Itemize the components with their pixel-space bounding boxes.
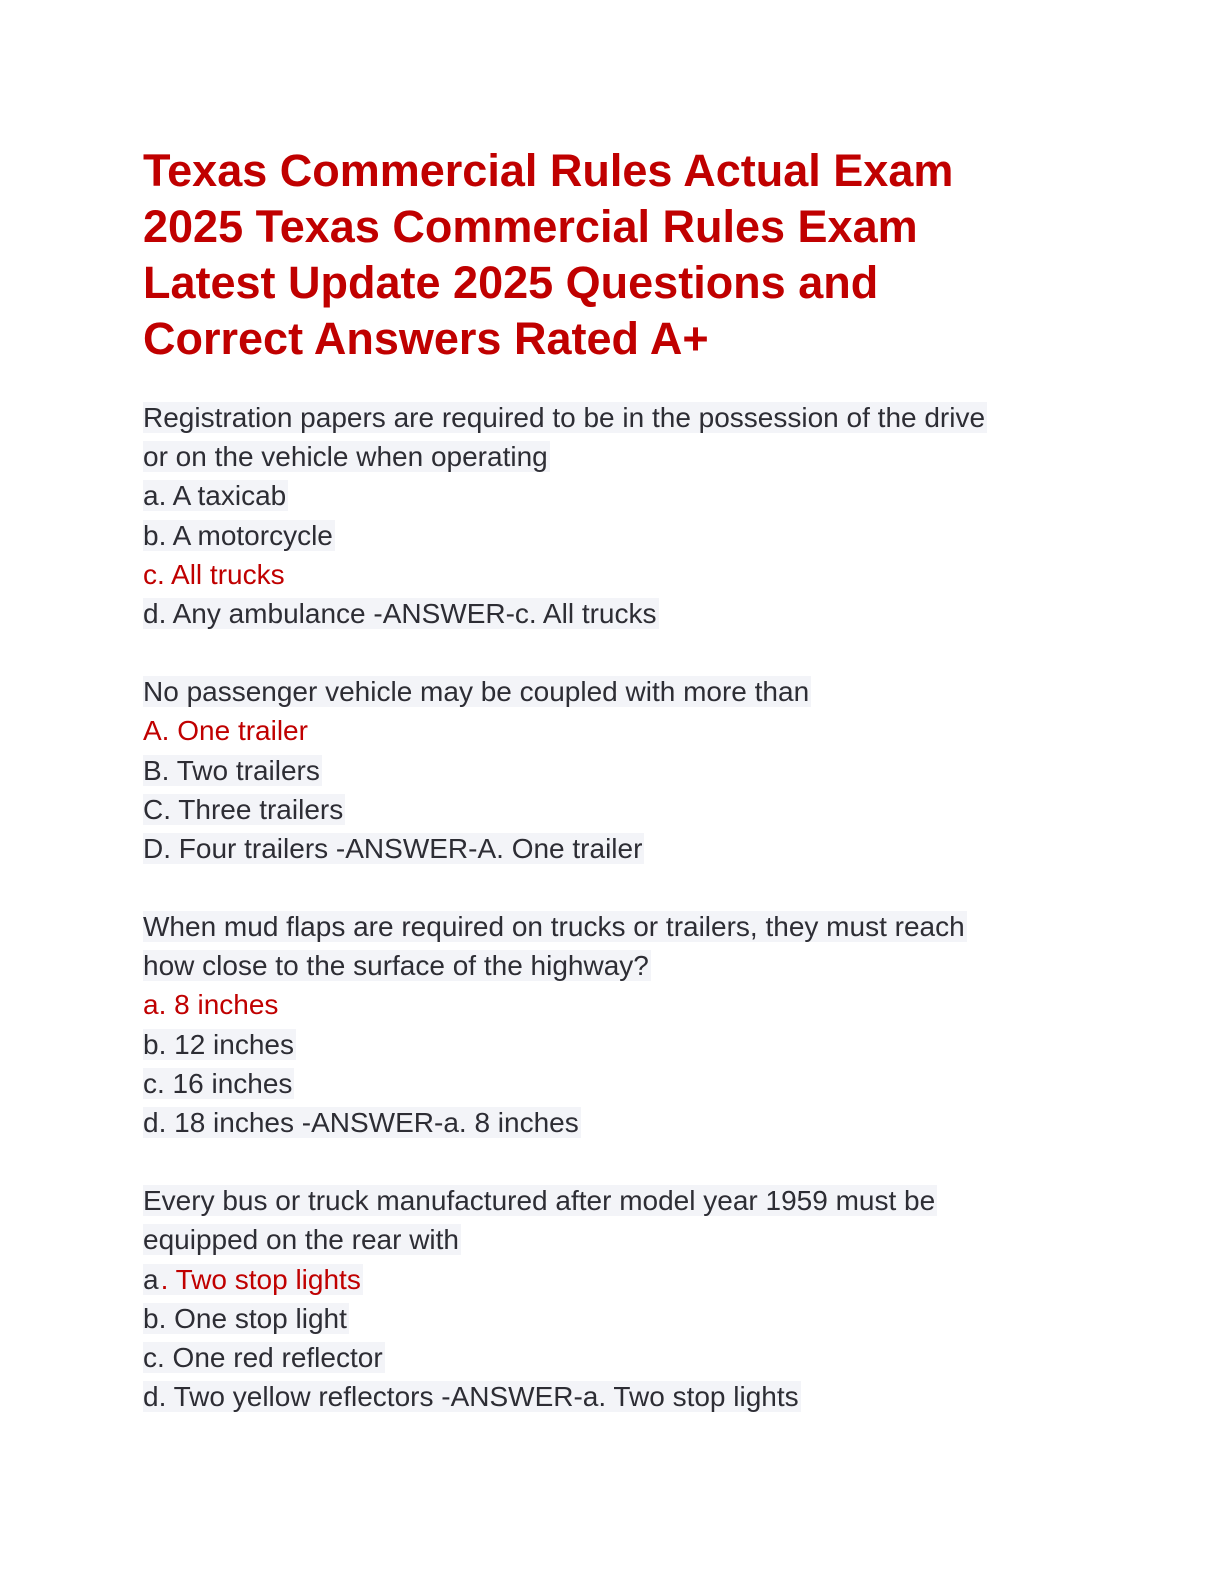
answer-option xyxy=(143,476,1143,515)
question-text: No passenger vehicle may be coupled with more than xyxy=(143,676,810,708)
correct-option-text: A. One trailer xyxy=(143,715,308,747)
option-text-with-answer: d. 18 inches -ANSWER-a. 8 inches xyxy=(143,1107,579,1138)
question-block xyxy=(143,1181,1143,1416)
correct-option-text: c. All trucks xyxy=(143,558,285,590)
title-line: Texas Commercial Rules Actual Exam xyxy=(143,145,954,196)
question-text-line xyxy=(143,946,1143,985)
answer-option xyxy=(143,516,1143,555)
title-line: 2025 Texas Commercial Rules Exam xyxy=(143,201,918,252)
question-text: how close to the surface of the highway? xyxy=(143,950,649,982)
option-text: C. Three trailers xyxy=(143,793,344,825)
title-line: Correct Answers Rated A+ xyxy=(143,313,709,364)
question-text-line xyxy=(143,672,1143,711)
answer-option-correct xyxy=(143,555,1143,594)
answer-option xyxy=(143,1064,1143,1103)
question-text: Every bus or truck manufactured after model year 1959 must be xyxy=(143,1185,936,1217)
answer-option xyxy=(143,1299,1143,1338)
answer-option xyxy=(143,594,1143,633)
option-text: c. One red reflector xyxy=(143,1341,383,1373)
question-text: equipped on the rear with xyxy=(143,1224,459,1256)
answer-option-correct xyxy=(143,1260,1143,1299)
title-line: Latest Update 2025 Questions and xyxy=(143,257,879,308)
answer-option xyxy=(143,790,1143,829)
option-text-with-answer: d. Any ambulance -ANSWER-c. All trucks xyxy=(143,597,657,629)
question-text: or on the vehicle when operating xyxy=(143,441,548,473)
option-text: b. A motorcycle xyxy=(143,519,333,551)
correct-option-text: a. 8 inches xyxy=(143,989,279,1021)
question-text: Registration papers are required to be in the possession of the drive xyxy=(143,402,986,433)
document-title xyxy=(143,143,1103,367)
question-block xyxy=(143,907,1143,1142)
option-text-with-answer: d. Two yellow reflectors -ANSWER-a. Two stop lights xyxy=(143,1381,799,1413)
option-text: b. 12 inches xyxy=(143,1028,294,1060)
option-text: c. 16 inches xyxy=(143,1067,293,1099)
question-block xyxy=(143,398,1143,633)
answer-option xyxy=(143,1338,1143,1377)
answer-option xyxy=(143,1025,1143,1064)
answer-option xyxy=(143,751,1143,790)
answer-option-correct xyxy=(143,711,1143,750)
question-text-line xyxy=(143,437,1143,476)
option-text: B. Two trailers xyxy=(143,754,320,786)
answer-option xyxy=(143,1377,1143,1416)
answer-option-correct xyxy=(143,985,1143,1024)
answer-option xyxy=(143,1103,1143,1142)
answer-option xyxy=(143,829,1143,868)
correct-option-text: . Two stop lights xyxy=(160,1263,361,1295)
question-text-line xyxy=(143,907,1143,946)
option-text: a. A taxicab xyxy=(143,480,287,512)
question-text: When mud flaps are required on trucks or trailers, they must reach xyxy=(143,911,965,943)
option-letter: a xyxy=(143,1263,159,1295)
question-list xyxy=(143,398,1143,1455)
question-block xyxy=(143,672,1143,868)
question-text-line xyxy=(143,1220,1143,1259)
option-text: b. One stop light xyxy=(143,1302,347,1334)
option-text-with-answer: D. Four trailers -ANSWER-A. One trailer xyxy=(143,832,643,864)
question-text-line xyxy=(143,1181,1143,1220)
question-text-line xyxy=(143,398,1143,437)
